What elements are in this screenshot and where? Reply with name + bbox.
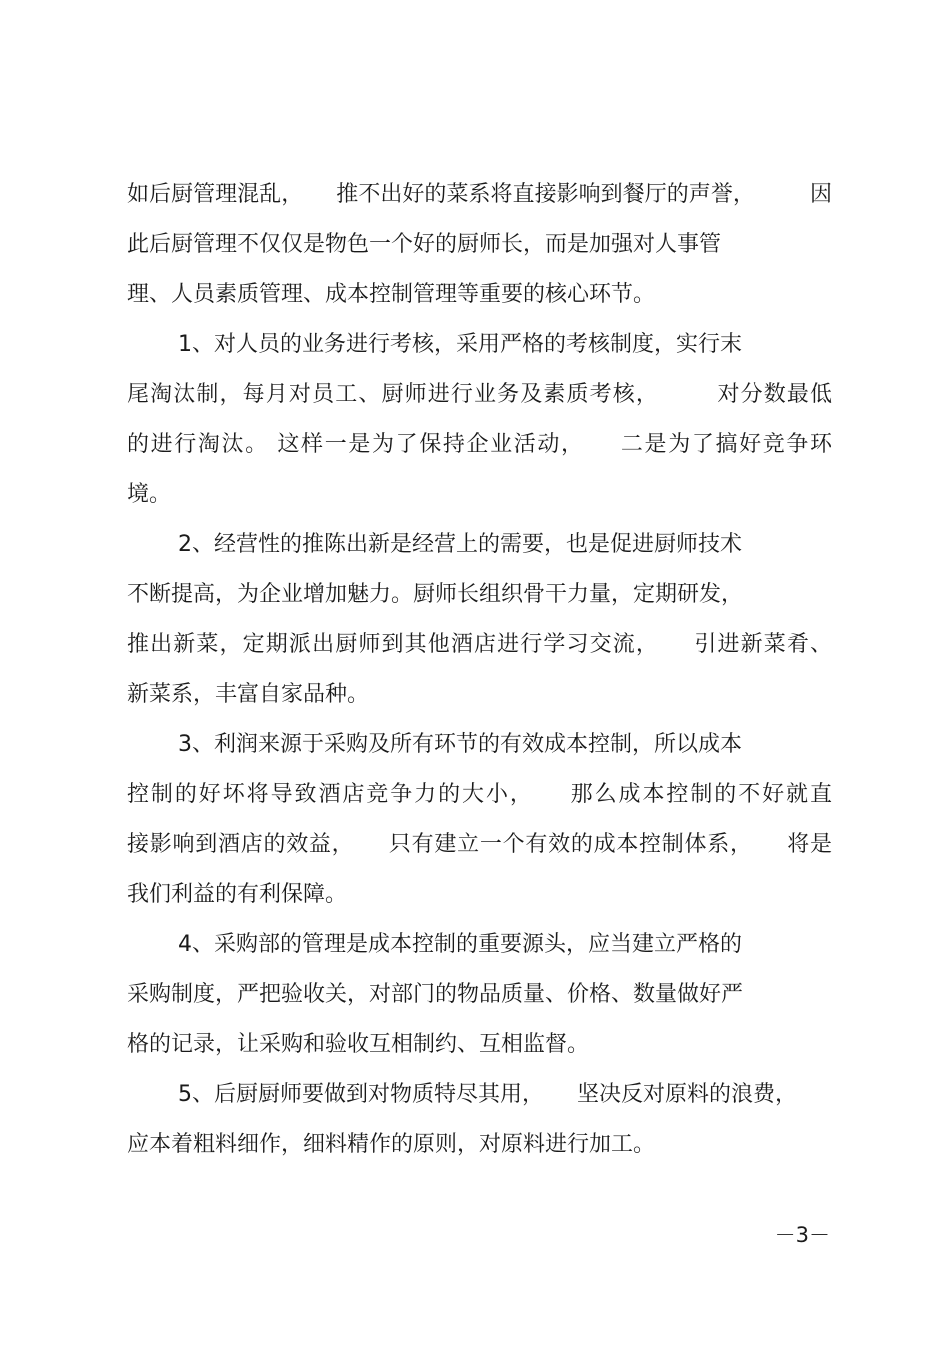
text-line: 接影响到酒店的效益， 只有建立一个有效的成本控制体系， 将是 bbox=[127, 832, 832, 857]
page-number: －3－ bbox=[774, 1223, 830, 1247]
paragraph-start-line: 3、利润来源于采购及所有环节的有效成本控制，所以成本 bbox=[178, 732, 742, 757]
text-line: 格的记录，让采购和验收互相制约、互相监督。 bbox=[127, 1032, 590, 1057]
paragraph-start-line: 4、采购部的管理是成本控制的重要源头，应当建立严格的 bbox=[178, 932, 742, 957]
text-line: 如后厨管理混乱， 推不出好的菜系将直接影响到餐厅的声誉， 因 bbox=[127, 182, 832, 207]
paragraph-start-line: 2、经营性的推陈出新是经营上的需要，也是促进厨师技术 bbox=[178, 532, 742, 557]
text-line: 的进行淘汰。 这样一是为了保持企业活动， 二是为了搞好竞争环 bbox=[127, 432, 832, 457]
text-line: 采购制度，严把验收关，对部门的物品质量、价格、数量做好严 bbox=[127, 982, 744, 1007]
text-line: 境。 bbox=[127, 482, 172, 507]
paragraph-start-line: 5、后厨厨师要做到对物质特尽其用， 坚决反对原料的浪费， bbox=[178, 1082, 797, 1107]
text-line: 尾淘汰制，每月对员工、厨师进行业务及素质考核， 对分数最低 bbox=[127, 382, 832, 407]
text-line: 理、人员素质管理、成本控制管理等重要的核心环节。 bbox=[127, 282, 656, 307]
text-line: 我们利益的有利保障。 bbox=[127, 882, 348, 907]
text-line: 推出新菜，定期派出厨师到其他酒店进行学习交流， 引进新菜肴、 bbox=[127, 632, 832, 657]
text-line: 应本着粗料细作，细料精作的原则，对原料进行加工。 bbox=[127, 1132, 656, 1157]
text-line: 不断提高，为企业增加魅力。厨师长组织骨干力量，定期研发， bbox=[127, 582, 744, 607]
text-line: 控制的好坏将导致酒店竞争力的大小， 那么成本控制的不好就直 bbox=[127, 782, 832, 807]
text-line: 新菜系，丰富自家品种。 bbox=[127, 682, 370, 707]
text-line: 此后厨管理不仅仅是物色一个好的厨师长，而是加强对人事管 bbox=[127, 232, 722, 257]
paragraph-start-line: 1、对人员的业务进行考核，采用严格的考核制度，实行末 bbox=[178, 332, 742, 357]
